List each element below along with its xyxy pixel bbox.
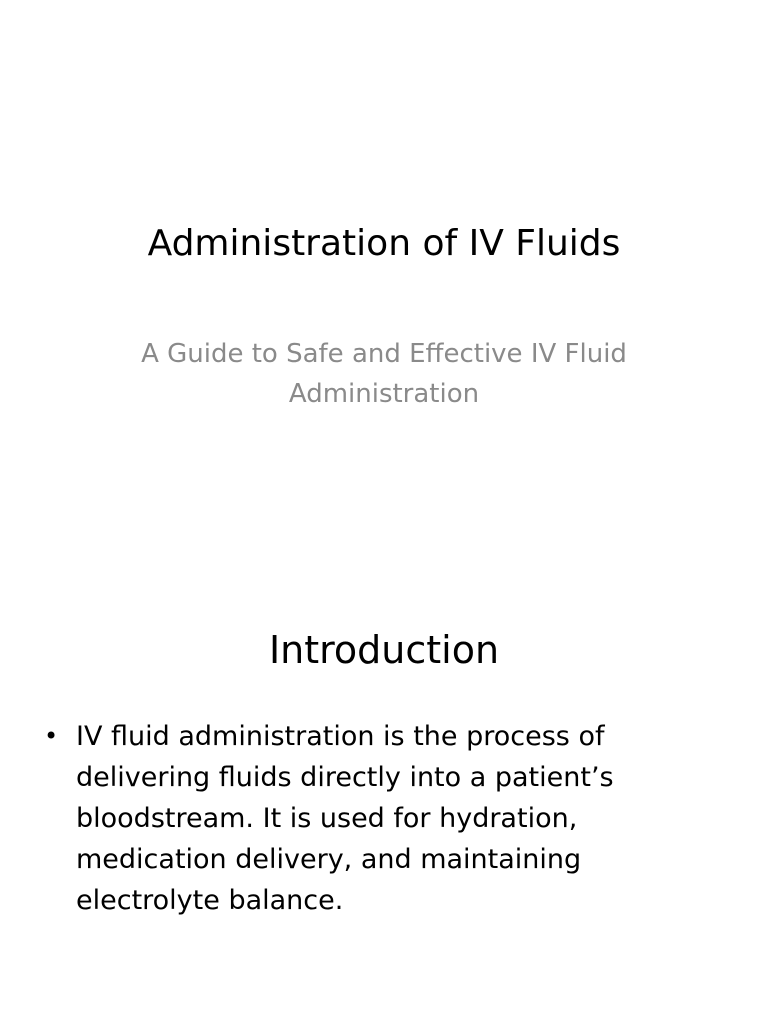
- presentation-title: Administration of IV Fluids: [147, 223, 621, 264]
- bullet-text: IV fluid administration is the process of delivering fluids directly into a patient’s bloodstream. It is used for hydration, medication delivery, and maintaining electrolyte balance.: [76, 721, 614, 916]
- presentation-subtitle: A Guide to Safe and Effective IV Fluid Administration: [141, 339, 627, 409]
- bullet-list: [40, 716, 680, 921]
- bullet-item: [40, 716, 680, 921]
- bullet-icon: •: [44, 722, 59, 750]
- introduction-slide: [0, 576, 768, 1024]
- slide-title: Introduction: [268, 628, 500, 672]
